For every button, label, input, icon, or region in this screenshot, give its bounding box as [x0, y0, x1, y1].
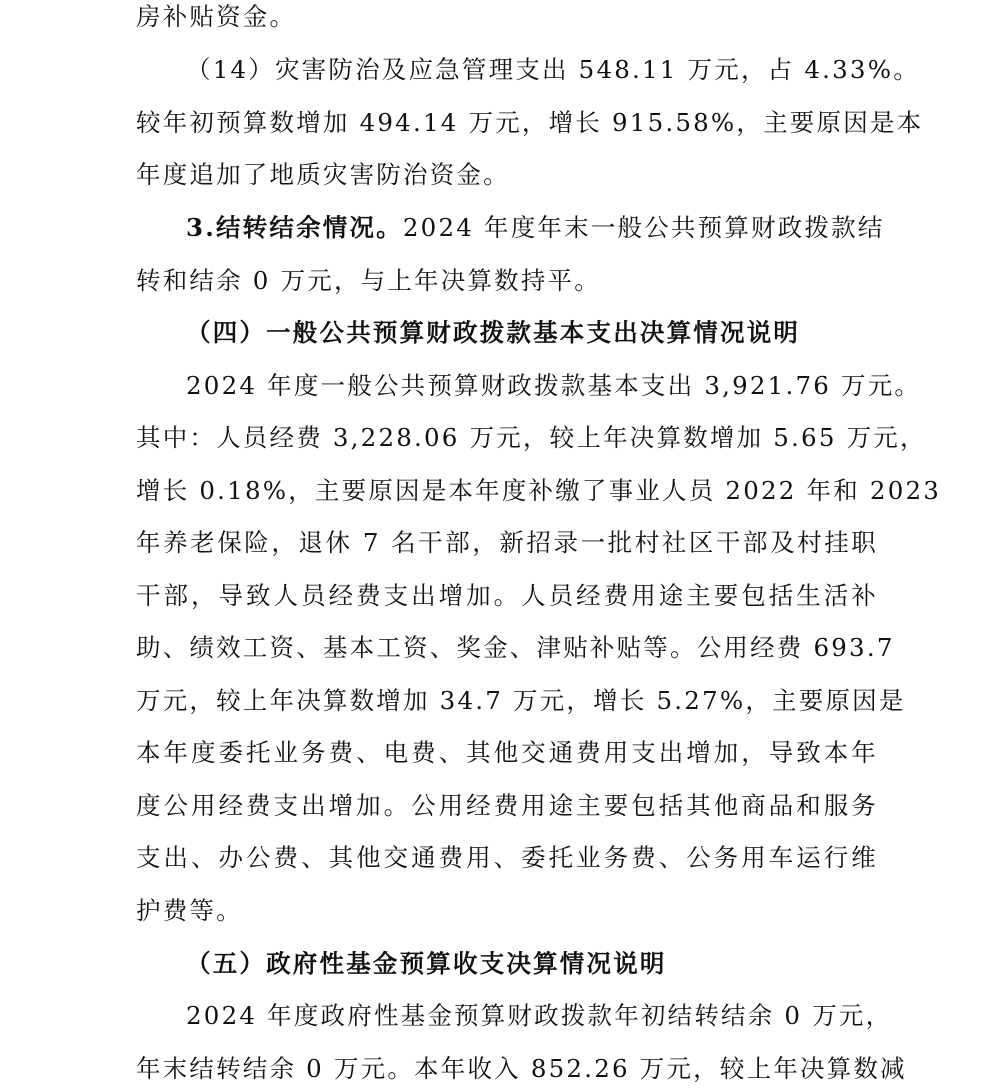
paragraph-line: 2024 年度一般公共预算财政拨款基本支出 3,921.76 万元。: [186, 371, 922, 400]
paragraph-line: 本年度委托业务费、电费、其他交通费用支出增加，导致本年: [136, 738, 878, 767]
section-heading: （五）政府性基金预算收支决算情况说明: [186, 949, 667, 978]
paragraph-line: [136, 208, 885, 248]
paragraph-line: 增长 0.18%，主要原因是本年度补缴了事业人员 2022 年和 2023: [136, 476, 942, 505]
paragraph-line: 万元，较上年决算数增加 34.7 万元，增长 5.27%，主要原因是: [136, 686, 906, 715]
paragraph-line: 度公用经费支出增加。公用经费用途主要包括其他商品和服务: [136, 791, 878, 820]
paragraph-line: 助、绩效工资、基本工资、奖金、津贴补贴等。公用经费 693.7: [136, 633, 895, 662]
paragraph-line: 支出、办公费、其他交通费用、委托业务费、公务用车运行维: [136, 843, 878, 872]
paragraph-text: 2024 年度年末一般公共预算财政拨款结: [402, 213, 885, 242]
paragraph-line: 较年初预算数增加 494.14 万元，增长 915.58%，主要原因是本: [136, 108, 924, 137]
paragraph-line: 干部，导致人员经费支出增加。人员经费用途主要包括生活补: [136, 581, 878, 610]
paragraph-line: 护费等。: [136, 896, 243, 925]
paragraph-line: 2024 年度政府性基金预算财政拨款年初结转结余 0 万元，: [186, 1001, 893, 1030]
paragraph-line: 年养老保险，退休 7 名干部，新招录一批村社区干部及村挂职: [136, 528, 878, 557]
paragraph-line: 房补贴资金。: [136, 2, 297, 31]
paragraph-line: 年末结转结余 0 万元。本年收入 852.26 万元，较上年决算数减: [136, 1054, 907, 1083]
paragraph-line: （14）灾害防治及应急管理支出 548.11 万元，占 4.33%。: [186, 55, 920, 84]
paragraph-line: 其中：人员经费 3,228.06 万元，较上年决算数增加 5.65 万元，: [136, 423, 927, 452]
paragraph-line: 年度追加了地质灾害防治资金。: [136, 160, 510, 189]
paragraph-line: 转和结余 0 万元，与上年决算数持平。: [136, 266, 601, 295]
section-lead: 3.结转结余情况。: [186, 213, 403, 242]
section-heading: （四）一般公共预算财政拨款基本支出决算情况说明: [186, 318, 801, 347]
